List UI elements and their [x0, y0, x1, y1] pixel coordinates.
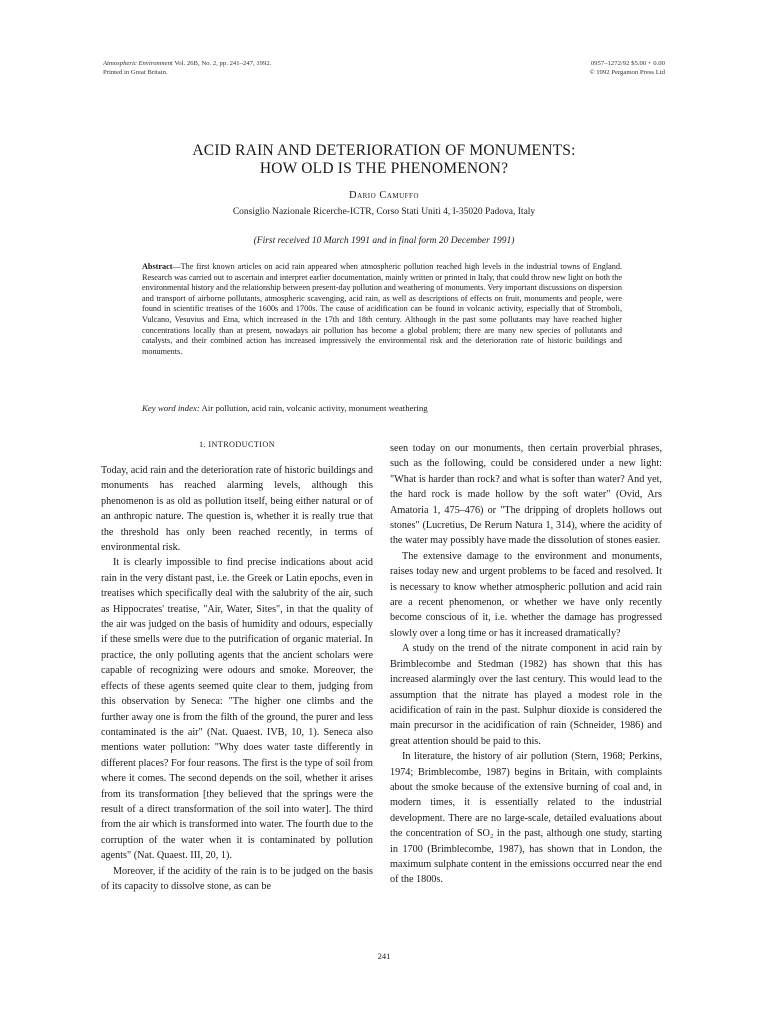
title-line-2: HOW OLD IS THE PHENOMENON? — [259, 160, 509, 177]
page-number: 241 — [377, 951, 391, 961]
section-heading-introduction: 1. INTRODUCTION — [198, 440, 276, 449]
keyword-list: Air pollution, acid rain, volcanic activity, monument weathering — [199, 403, 428, 413]
abstract-text: —The first known articles on acid rain appeared when atmospheric pollution reached high levels in the industrial towns of England. Research was carried out to ascertain and interpret earlier documentation, mainly written or printed in Italy, that could throw new light on both the environmental history and the relationship between present-day pollution and weathering of monuments. Very important discussions on dispersion and transport of airborne pollutants, atmospheric scavenging, acid rain, as well as descriptions of effects on fruit, monuments and people, were found in scientific treatises of the 1600s and 1700s. The cause of acidification can be found in volcanic activity, especially that of Stromboli, Vulcano, Vesuvius and Etna, which increased in the 17th and 18th century. Although in the past some pollutants may have reached higher concentrations locally than at present, nowadays air pollution has become a global problem; there are many new species of pollutants and catalysts, and their combined action has increased impressively the environmental risk and the deterioration rate of historic buildings and monuments. — [142, 262, 622, 356]
printed-in: Printed in Great Britain. — [103, 68, 168, 76]
journal-name: Atmospheric Environment — [103, 60, 173, 67]
right-column — [390, 441, 662, 888]
issn-price: 0957–1272/92 $5.00 + 0.00 — [590, 60, 665, 67]
paragraph: seen today on our monuments, then certain proverbial phrases, such as the following, could be considered under a new light: "What is harder than rock? and what is softer than water? And yet, the hard rock is made hollow by the soft water" (Ovid, Ars Amatoria 1, 475–476) or "The dripping of droplets hollows out stones" (Lucretius, De Rerum Natura 1, 314), where the acidity of the water may possibly have made the dissolution of stones easier. — [390, 443, 662, 547]
paragraph: The extensive damage to the environment and monuments, raises today new and urgent problems to be faced and resolved. It is necessary to know whether atmospheric pollution and acid rain are a recent phenomenon, or whether we have only recently become conscious of it, i.e. whether the damage has progressed slowly over a long time or has it increased dramatically? — [390, 550, 662, 639]
paragraph: In literature, the history of air pollution (Stern, 1968; Perkins, 1974; Brimblecombe, 1987) begins in Britain, with complaints about the smoke because of the extensive burning of coal and, in modern times, it is essentially related to the industrial development. There are no large-scale, detailed evaluations about the concentration of SO₂ in the past, although one study, starting in 1700 (Brimblecombe, 1987), has shown that in London, the maximum sulphate content in the emissions occurred near the end of the 1800s. — [390, 751, 662, 886]
paragraph: A study on the trend of the nitrate component in acid rain by Brimblecombe and Stedman (1982) has shown that this has increased alarmingly over the last century. This would lead to the assumption that the nitrate has played a modest role in the acidification of rain in the past. Sulphur dioxide is considered the main precursor in the acidification of rain (Schneider, 1986) and great attention should be paid to this. — [390, 643, 662, 747]
paragraph: Today, acid rain and the deterioration rate of historic buildings and monuments has reached alarming levels, although this phenomenon is as old as pollution itself, being either natural or of an anthropic nature. The question is, whether it is really true that the threshold has only been reached recently, in terms of environmental risk. — [101, 465, 373, 554]
paragraph: Moreover, if the acidity of the rain is to be judged on the basis of its capacity to dissolve stone, as can be — [101, 865, 373, 892]
journal-citation — [103, 60, 271, 77]
paragraph: It is clearly impossible to find precise indications about acid rain in the very distant past, i.e. the Greek or Latin epochs, even in treatises which specifically deal with the salubrity of the air, such as Hippocrates' treatise, "Air, Water, Sites", in that the quality of the air was judged on the basis of humidity and odours, especially if these smells were due to the putrification of organic material. In practice, the only polluting agents that the ancient scholars were capable of recognizing were odours and smoke. Moreover, the effects of these agents seemed quite clear to them, judging from this observation by Seneca: "The higher one climbs and the further away one is from the filth of the ground, the purer and less contaminated is the air" (Nat. Quaest. IVB, 10, 1). Seneca also mentions water pollution: "Why does water taste differently in different places? For four reasons. The first is the type of soil from where it comes. The second depends on the soil, whether it arises from its transformation [they believed that the springs were the result of a direct transformation of the soil into water]. The third from the air which is transformed into water. The fourth due to the corruption of the water when it is contaminated by pollution agents" (Nat. Quaest. III, 20, 1). — [101, 557, 373, 862]
abstract — [142, 262, 622, 357]
received-dates: (First received 10 March 1991 and in final form 20 December 1991) — [253, 236, 515, 246]
abstract-label: Abstract — [142, 262, 173, 271]
journal-volume: Vol. 26B, No. 2, pp. 241–247, 1992. — [172, 60, 272, 67]
copyright: © 1992 Pergamon Press Ltd — [589, 68, 665, 76]
publisher-info — [565, 60, 665, 77]
keyword-label: Key word index: — [142, 403, 200, 413]
left-column — [101, 440, 373, 894]
title-line-1: ACID RAIN AND DETERIORATION OF MONUMENTS: — [192, 142, 576, 159]
paper-title — [100, 142, 668, 178]
keyword-index — [142, 403, 622, 413]
author-affiliation: Consiglio Nazionale Ricerche-ICTR, Corso Stati Uniti 4, I-35020 Padova, Italy — [232, 207, 536, 217]
author-name: Dario Camuffo — [349, 190, 419, 201]
